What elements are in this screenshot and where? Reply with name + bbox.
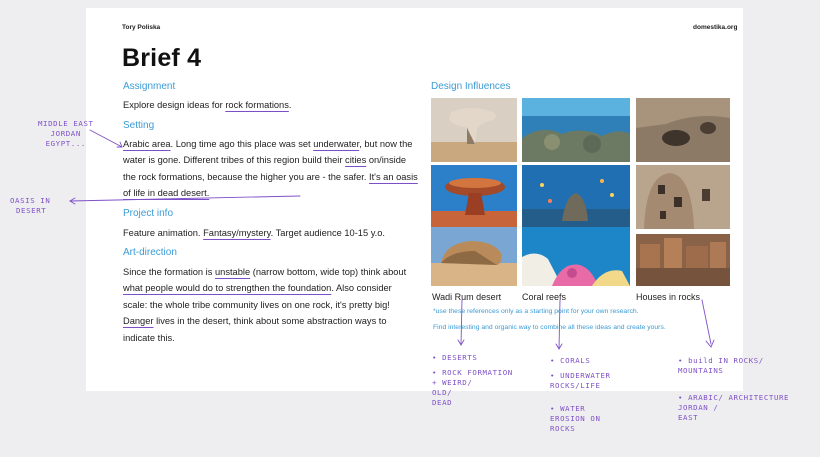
handwritten-architecture-notes: • ARABIC/ ARCHITECTURE JORDAN / EAST bbox=[678, 393, 790, 422]
handwritten-oasis-note: OASIS IN DESERT bbox=[10, 196, 51, 215]
caption-houses-in-rocks: Houses in rocks bbox=[636, 292, 701, 302]
design-influences-heading: Design Influences bbox=[431, 81, 511, 92]
desert-photo-sandstone bbox=[431, 227, 517, 286]
note-combine-ideas: Find interesting and organic way to combine all these ideas and create yours. bbox=[433, 324, 666, 331]
handwritten-erosion-notes: • WATER EROSION ON ROCKS bbox=[550, 404, 601, 433]
handwritten-desert-notes: • DESERTS • ROCK FORMATION + WEIRD/ OLD/ DEAD bbox=[432, 353, 513, 407]
rock-house-photo-cave bbox=[636, 98, 730, 162]
desert-photo-red-rock bbox=[431, 165, 517, 229]
page-title: Brief 4 bbox=[122, 44, 202, 72]
rock-house-photo-kasbah bbox=[636, 234, 730, 286]
art-direction-heading: Art-direction bbox=[123, 247, 177, 258]
setting-text: Arabic area. Long time ago this place was set underwater, but now the water is gone. Different tribes of this region build their cities on/inside the rock formations, because the higher you are - the safer. It's an oasis of life in dead desert. bbox=[123, 139, 418, 199]
assignment-text: Explore design ideas for rock formations. bbox=[123, 100, 292, 110]
author-name: Tory Poliska bbox=[122, 24, 161, 31]
caption-coral-reefs: Coral reefs bbox=[522, 292, 567, 302]
handwritten-building-notes: • build IN ROCKS/ MOUNTAINS bbox=[678, 356, 764, 375]
caption-wadi-rum: Wadi Rum desert bbox=[432, 292, 502, 302]
project-info-heading: Project info bbox=[123, 208, 174, 219]
setting-heading: Setting bbox=[123, 120, 155, 131]
coral-photo-colorful bbox=[522, 227, 630, 286]
coral-photo-reef bbox=[522, 98, 630, 162]
note-starting-point: *use these references only as a starting point for your own research. bbox=[433, 308, 639, 315]
art-direction-text: Since the formation is unstable (narrow bottom, wide top) think about what people would do to strengthen the foundation. Also consider scale: the whole tribe community lives on one rock, it's pretty big! Danger lives in the desert, think about some abstraction ways to indicate this. bbox=[123, 267, 407, 343]
site-name: domestika.org bbox=[693, 24, 738, 31]
handwritten-region-note: MIDDLE EAST JORDAN EGYPT... bbox=[38, 119, 94, 148]
project-info-text: Feature animation. Fantasy/mystery. Target audience 10-15 y.o. bbox=[123, 228, 386, 238]
assignment-heading: Assignment bbox=[123, 81, 176, 92]
coral-photo-school bbox=[522, 165, 630, 229]
desert-photo-mushroom-rock bbox=[431, 98, 517, 162]
rock-house-photo-cappadocia bbox=[636, 165, 730, 229]
handwritten-coral-notes: • CORALS • UNDERWATER ROCKS/LIFE bbox=[550, 356, 611, 390]
